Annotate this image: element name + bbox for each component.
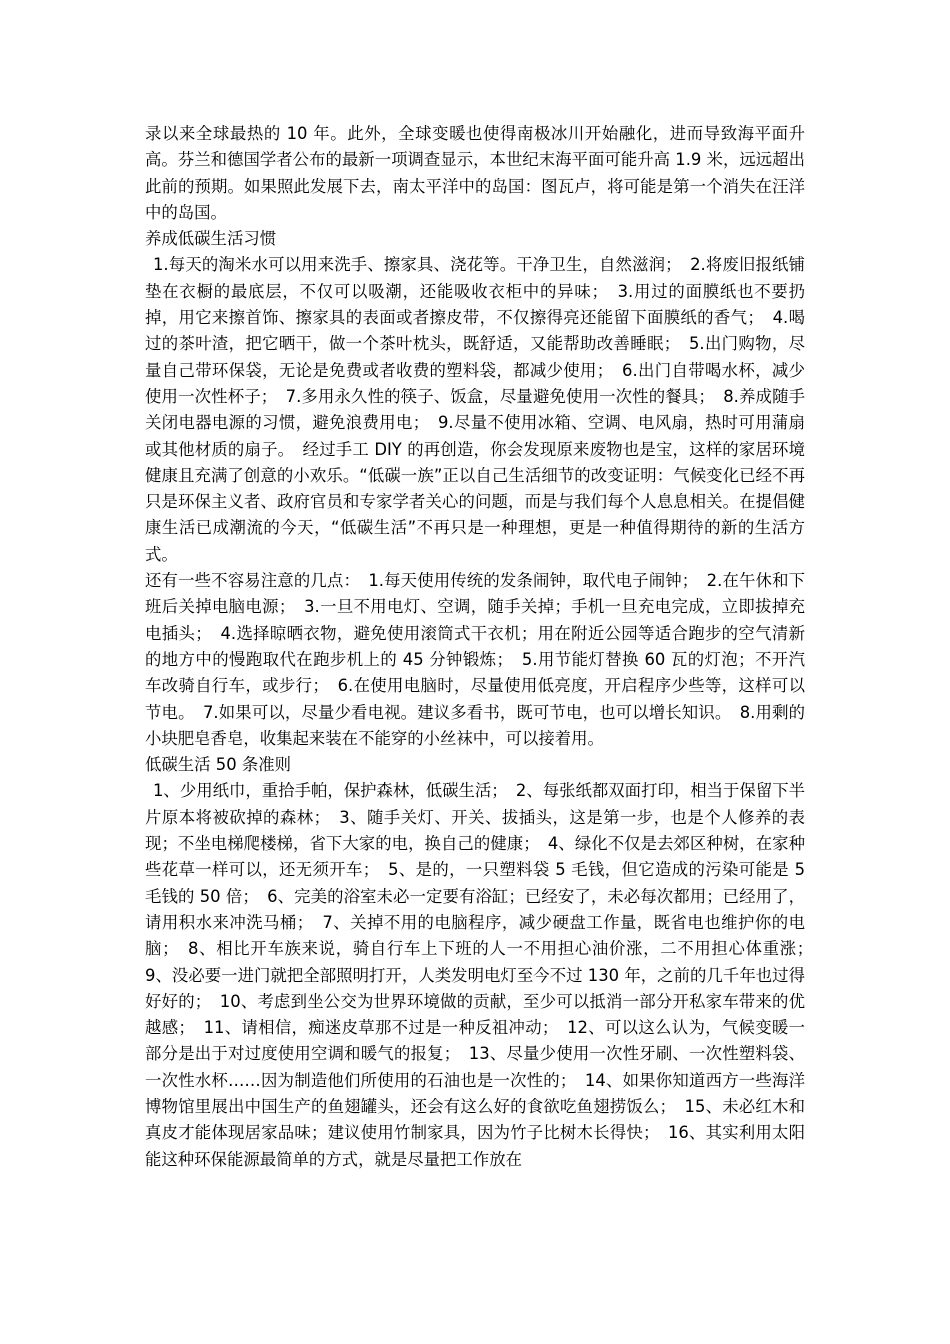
notes-paragraph: 还有一些不容易注意的几点： 1.每天使用传统的发条闹钟，取代电子闹钟； 2.在午休和下班后关掉电脑电源； 3.一旦不用电灯、空调，随手关掉；手机一旦充电完成，立即拔掉充电插头； 4.选择晾晒衣物，避免使用滚筒式干衣机；用在附近公园等适合跑步的空气清新的地方中的慢跑取代在跑步机上的 45 分钟锻炼； 5.用节能灯替换 60 瓦的灯泡；不开汽车改骑自行车，或步行； 6.在使用电脑时，尽量使用低亮度，开启程序少些等，这样可以节电。 7.如果可以，尽量少看电视。建议多看书，既可节电，也可以增长知识。 8.用剩的小块肥皂香皂，收集起来装在不能穿的小丝袜中，可以接着用。 — [145, 571, 805, 748]
habits-paragraph: 1.每天的淘米水可以用来洗手、擦家具、浇花等。干净卫生，自然滋润； 2.将废旧报纸铺垫在衣橱的最底层，不仅可以吸潮，还能吸收衣柜中的异味； 3.用过的面膜纸也不要扔掉，用它来擦首饰、擦家具的表面或者擦皮带，不仅擦得亮还能留下面膜纸的香气； 4.喝过的茶叶渣，把它晒干，做一个茶叶枕头，既舒适，又能帮助改善睡眠； 5.出门购物，尽量自己带环保袋，无论是免费或者收费的塑料袋，都减少使用； 6.出门自带喝水杯，减少使用一次性杯子； 7.多用永久性的筷子、饭盒，尽量避免使用一次性的餐具； 8.养成随手关闭电器电源的习惯，避免浪费用电； 9.尽量不使用冰箱、空调、电风扇，热时可用蒲扇或其他材质的扇子。 经过手工 DIY 的再创造，你会发现原来废物也是宝，这样的家居环境健康且充满了创意的小欢乐。“低碳一族”正以自己生活细节的改变证明：气候变化已经不再只是环保主义者、政府官员和专家学者关心的问题，而是与我们每个人息息相关。在提倡健康生活已成潮流的今天，“低碳生活”不再只是一种理想，更是一种值得期待的新的生活方式。 — [145, 255, 805, 564]
heading-fifty-rules: 低碳生活 50 条准则 — [145, 755, 292, 775]
document-body — [145, 121, 822, 1173]
heading-low-carbon-habits: 养成低碳生活习惯 — [145, 229, 277, 249]
rules-paragraph: 1、少用纸巾，重拾手帕，保护森林，低碳生活； 2、每张纸都双面打印，相当于保留下半片原本将被砍掉的森林； 3、随手关灯、开关、拔插头，这是第一步，也是个人修养的表现；不坐电梯爬楼梯，省下大家的电，换自己的健康； 4、绿化不仅是去郊区种树，在家种些花草一样可以，还无须开车； 5、是的，一只塑料袋 5 毛钱，但它造成的污染可能是 5 毛钱的 50 倍； 6、完美的浴室未必一定要有浴缸；已经安了，未必每次都用；已经用了，请用积水来冲洗马桶； 7、关掉不用的电脑程序，减少硬盘工作量，既省电也维护你的电脑； 8、相比开车族来说，骑自行车上下班的人一不用担心油价涨，二不用担心体重涨； 9、没必要一进门就把全部照明打开，人类发明电灯至今不过 130 年，之前的几千年也过得好好的； 10、考虑到坐公交为世界环境做的贡献，至少可以抵消一部分开私家车带来的优越感； 11、请相信，痴迷皮草那不过是一种反祖冲动； 12、可以这么认为，气候变暖一部分是出于对过度使用空调和暖气的报复； 13、尽量少使用一次性牙刷、一次性塑料袋、一次性水杯……因为制造他们所使用的石油也是一次性的； 14、如果你知道西方一些海洋博物馆里展出中国生产的鱼翅罐头，还会有这么好的食欲吃鱼翅捞饭么； 15、未必红木和真皮才能体现居家品味；建议使用竹制家具，因为竹子比树木长得快； 16、其实利用太阳能这种环保能源最简单的方式，就是尽量把工作放在 — [145, 781, 822, 1169]
intro-paragraph: 录以来全球最热的 10 年。此外，全球变暖也使得南极冰川开始融化，进而导致海平面升高。芬兰和德国学者公布的最新一项调查显示，本世纪末海平面可能升高 1.9 米，远远超出此前的预期。如果照此发展下去，南太平洋中的岛国：图瓦卢，将可能是第一个消失在汪洋中的岛国。 — [145, 124, 805, 222]
